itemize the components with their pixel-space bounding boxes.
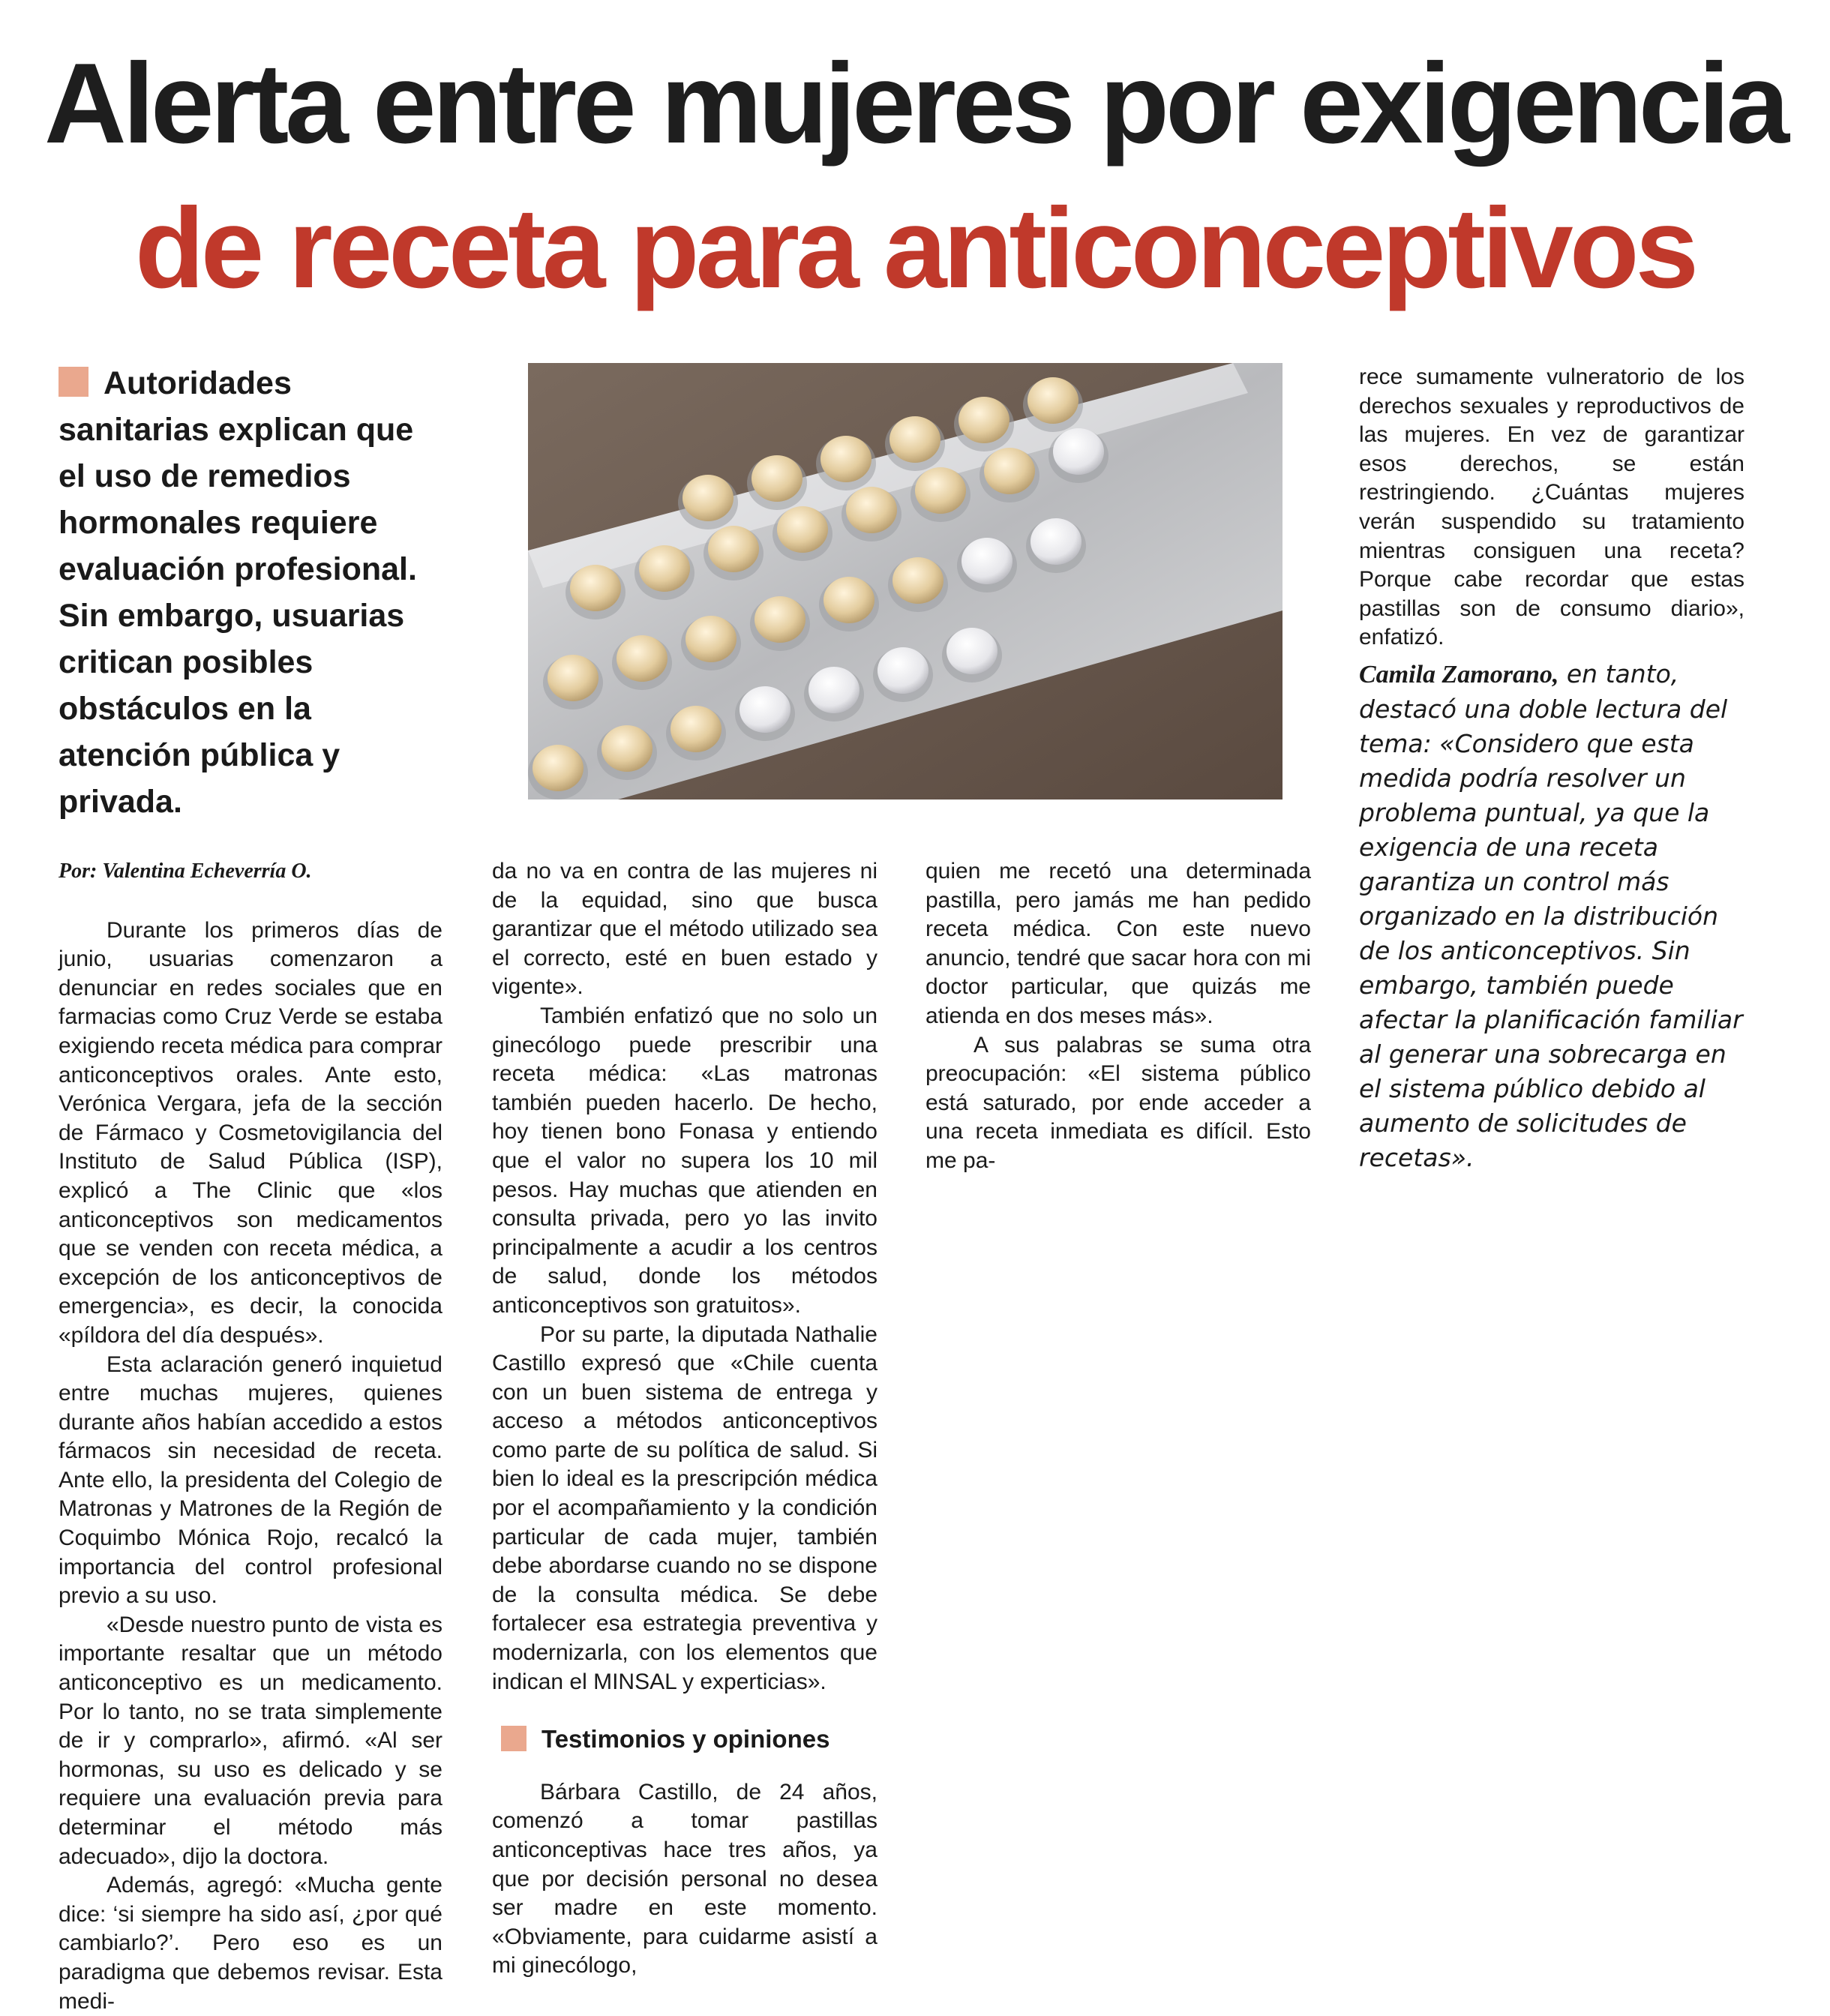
paragraph: «Desde nuestro punto de vista es importante resaltar que un método anticonceptivo es un medicamento. Por lo tanto, no se trata simplemente de ir y comprarlo», afirmó. «Al ser hormonas, su uso es delicado y se requiere una evaluación previa para determinar el método más adecuado», dijo la doctora. — [58, 1612, 442, 1869]
byline: Por: Valentina Echeverría O. — [58, 860, 312, 883]
paragraph: rece sumamente vulneratorio de los derechos sexuales y reproductivos de las mujeres. En vez de garantizar esos derechos, se están restringiendo. ¿Cuántas mujeres verán suspendido su tratamiento mientras consiguen una receta? Porque cabe recordar que estas pastillas son de consumo diario», enfatizó. — [1359, 364, 1744, 650]
yellow-pill — [752, 455, 802, 502]
yellow-pill — [777, 506, 828, 553]
yellow-pill — [984, 448, 1035, 494]
paragraph: quien me recetó una determinada pastilla, pero jamás me han pedido receta médica. Con este nuevo anuncio, tendré que sacar hora con mi doctor particular, que quizás me atienda en dos meses más». — [926, 859, 1311, 1028]
yellow-pill — [548, 655, 598, 701]
paragraph: A sus palabras se suma otra preocupación: «El sistema público está saturado, por ende acceder a una receta inmediata es difícil. Esto me pa- — [926, 1032, 1311, 1173]
deck-square-icon — [58, 367, 88, 397]
yellow-pill — [754, 596, 806, 643]
white-pill — [878, 647, 928, 694]
yellow-pill — [570, 565, 621, 611]
yellow-pill — [682, 475, 734, 521]
deck-text: Autoridades sanitarias explican que el uso de remedios hormonales requiere evaluación profesional. Sin embargo, usuarias critican posibles obstáculos en la atención pública y privada. — [58, 365, 417, 820]
white-pill — [946, 628, 998, 674]
article-column-4 — [1359, 363, 1744, 652]
yellow-pill — [686, 616, 736, 662]
yellow-pill — [824, 577, 874, 623]
yellow-pill — [915, 467, 966, 514]
yellow-pill — [890, 416, 940, 463]
headline-line-1: Alerta entre mujeres por exigencia — [44, 40, 1786, 167]
subheading-text: Testimonios y opiniones — [542, 1725, 830, 1754]
white-pill — [1030, 518, 1082, 565]
quote-author: Camila Zamorano, — [1359, 661, 1559, 688]
yellow-pill — [1028, 377, 1078, 424]
subhead-square-icon — [501, 1726, 526, 1751]
subheading — [501, 1725, 878, 1754]
yellow-pill — [892, 557, 944, 604]
paragraph: Bárbara Castillo, de 24 años, comenzó a tomar pastillas anticonceptivas hace tres años, ya que por decisión personal no desea ser madre en este momento. «Obviamente, para cuidarme asistí a mi ginecólogo, — [492, 1779, 878, 1978]
yellow-pill — [670, 706, 722, 752]
article-column-3 — [926, 857, 1311, 1176]
contraceptive-pills-photo — [528, 363, 1282, 800]
white-pill — [740, 686, 790, 733]
white-pill — [962, 538, 1012, 584]
paragraph: Por su parte, la diputada Nathalie Castillo expresó que «Chile cuenta con un buen sistema de entrega y acceso a métodos anticonceptivos como parte de su política de salud. Si bien lo ideal es la prescripción médica por el acompañamiento y la condición particular de cada mujer, también debe abordarse cuando no se dispone de la consulta médica. Se debe fortalecer esa estrategia preventiva y modernizarla, con los elementos que indican el MINSAL y experticias». — [492, 1322, 878, 1694]
paragraph: Además, agregó: «Mucha gente dice: ‘si siempre ha sido así, ¿por qué cambiarlo?’. Pero eso es un paradigma que debemos revisar. Esta medi- — [58, 1873, 442, 2014]
article-deck — [58, 360, 448, 825]
yellow-pill — [616, 635, 668, 682]
paragraph: da no va en contra de las mujeres ni de la equidad, sino que busca garantizar que el método utilizado sea el correcto, esté en buen estado y vigente». — [492, 859, 878, 1000]
paragraph: Durante los primeros días de junio, usuarias comenzaron a denunciar en redes sociales que en farmacias como Cruz Verde se estaba exigiendo receta médica para comprar anticonceptivos orales. Ante esto, Verónica Vergara, jefa de la sección de Fármaco y Cosmetovigilancia del Instituto de Salud Pública (ISP), explicó a The Clinic que «los anticonceptivos son medicamentos que se venden con receta médica, a excepción de los anticonceptivos de emergencia», es decir, la conocida «píldora del día después». — [58, 917, 442, 1348]
yellow-pill — [532, 745, 584, 791]
yellow-pill — [820, 436, 872, 482]
white-pill — [808, 667, 860, 713]
headline-line-2: de receta para anticonceptivos — [134, 184, 1696, 312]
pull-quote — [1359, 657, 1744, 1175]
paragraph: También enfatizó que no solo un ginecólogo puede prescribir una receta médica: «Las matronas también pueden hacerlo. De hecho, hoy tienen bono Fonasa y entiendo que el valor no supera los 10 mil pesos. Hay muchas que atienden en consulta privada, pero yo las invito principalmente a acudir a los centros de salud, donde los métodos anticonceptivos son gratuitos». — [492, 1003, 878, 1318]
yellow-pill — [708, 526, 759, 572]
yellow-pill — [639, 545, 690, 592]
yellow-pill — [958, 397, 1010, 443]
article-column-2 — [492, 857, 878, 1981]
yellow-pill — [602, 725, 652, 772]
white-pill — [1053, 428, 1104, 475]
yellow-pill — [846, 487, 897, 533]
article-column-1 — [58, 857, 442, 2016]
quote-text: en tanto, destacó una doble lectura del tema: «Considero que esta medida podría resolver un problema puntual, ya que la exigencia de una receta garantiza un control más organizado en la distribución de los anticonceptivos. Sin embargo, también puede afectar la planificación familiar al generar una sobrecarga en el sistema público debido al aumento de solicitudes de recetas». — [1359, 659, 1743, 1172]
paragraph: Esta aclaración generó inquietud entre muchas mujeres, quienes durante años habían accedido a estos fármacos sin necesidad de receta. Ante ello, la presidenta del Colegio de Matronas y Matrones de la Región de Coquimbo Mónica Rojo, recalcó la importancia del control profesional previo a su uso. — [58, 1352, 442, 1609]
